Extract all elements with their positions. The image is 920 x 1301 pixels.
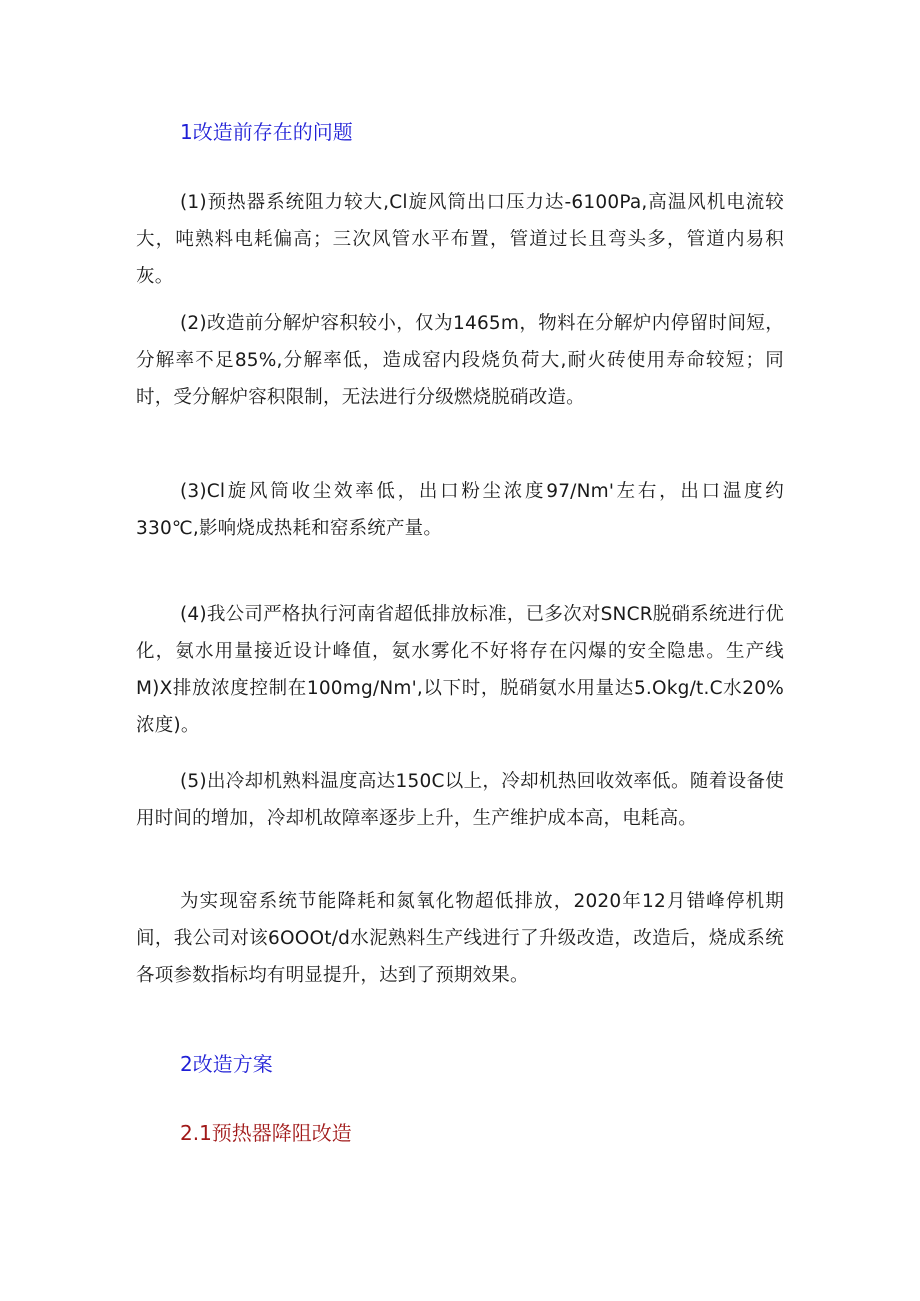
paragraph-3: (3)Cl旋风筒收尘效率低，出口粉尘浓度97/Nm'左右，出口温度约330℃,影响烧成热耗和窑系统产量。 [136,481,784,539]
section-heading-1: 1改造前存在的问题 [180,120,353,144]
subsection-heading-2-1: 2.1预热器降阻改造 [180,1121,352,1145]
paragraph-6: 为实现窑系统节能降耗和氮氧化物超低排放，2020年12月错峰停机期间，我公司对该6OOOt/d水泥熟料生产线进行了升级改造，改造后，烧成系统各项参数指标均有明显提升，达到了预期效果。 [136,891,784,986]
section-heading-2: 2改造方案 [180,1052,273,1076]
paragraph-1: (1)预热器系统阻力较大,Cl旋风筒出口压力达-6100Pa,高温风机电流较大，吨熟料电耗偏高；三次风管水平布置，管道过长且弯头多，管道内易积灰。 [136,192,784,287]
paragraph-2: (2)改造前分解炉容积较小，仅为1465m，物料在分解炉内停留时间短，分解率不足85%,分解率低，造成窑内段烧负荷大,耐火砖使用寿命较短；同时，受分解炉容积限制，无法进行分级燃烧脱硝改造。 [136,313,784,408]
paragraph-5: (5)出冷却机熟料温度高达150C以上，冷却机热回收效率低。随着设备使用时间的增加，冷却机故障率逐步上升，生产维护成本高，电耗高。 [136,771,784,829]
paragraph-4: (4)我公司严格执行河南省超低排放标准，已多次对SNCR脱硝系统进行优化，氨水用量接近设计峰值，氨水雾化不好将存在闪爆的安全隐患。生产线M)X排放浓度控制在100mg/Nm',以下时，脱硝氨水用量达5.Okg/t.C水20%浓度)。 [136,604,784,736]
